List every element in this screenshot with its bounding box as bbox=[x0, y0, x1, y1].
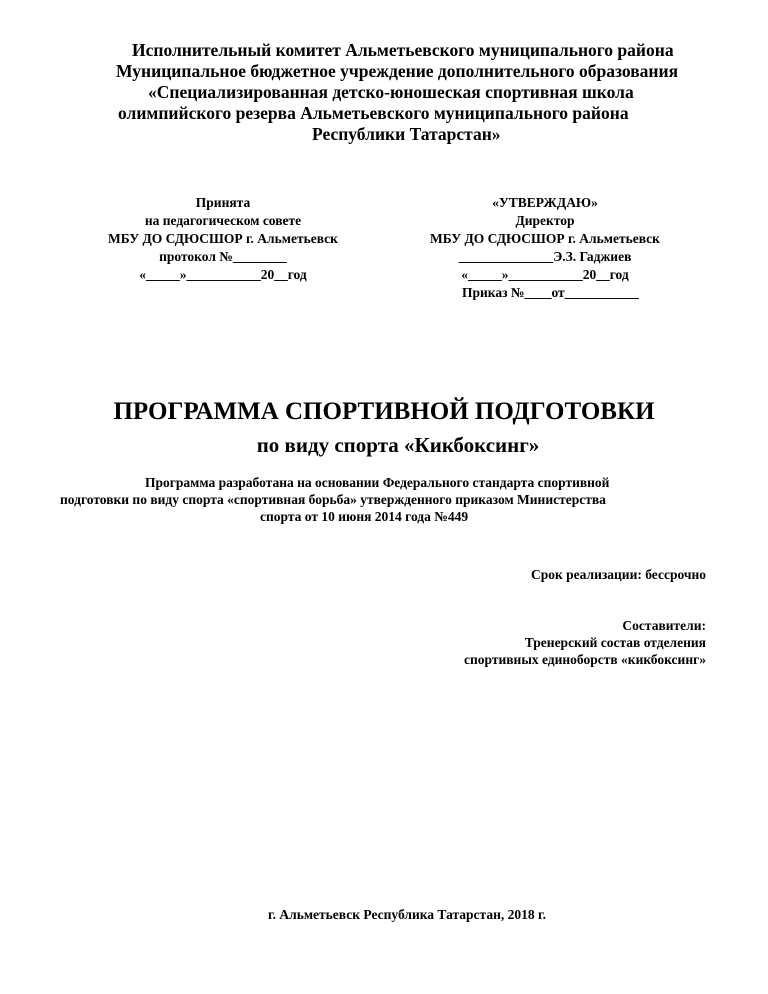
header-line-school-name: «Специализированная детско-юношеская спортивная школа bbox=[148, 82, 634, 102]
document-subtitle: по виду спорта «Кикбоксинг» bbox=[256, 433, 540, 457]
authors-heading: Составители: bbox=[622, 618, 706, 633]
authors-department: спортивных единоборств «кикбоксинг» bbox=[463, 652, 706, 667]
approved-heading: «УТВЕРЖДАЮ» bbox=[492, 195, 598, 210]
document-title: ПРОГРАММА СПОРТИВНОЙ ПОДГОТОВКИ bbox=[113, 398, 655, 425]
approved-block bbox=[400, 194, 690, 302]
approved-position: Директор bbox=[515, 213, 575, 228]
approved-institution: МБУ ДО СДЮСШОР г. Альметьевск bbox=[430, 231, 660, 246]
basis-line-3: спорта от 10 июня 2014 года №449 bbox=[260, 509, 469, 524]
header-line-executive-committee: Исполнительный комитет Альметьевского муниципального района bbox=[132, 40, 674, 60]
header-line-institution: Муниципальное бюджетное учреждение дополнительного образования bbox=[116, 61, 679, 81]
approved-order: Приказ №____от___________ bbox=[462, 285, 639, 300]
header-line-republic: Республики Татарстан» bbox=[312, 124, 501, 144]
approved-date: «_____»___________20__год bbox=[461, 267, 629, 282]
accepted-protocol: протокол №________ bbox=[159, 249, 287, 264]
header-line-olympic-reserve: олимпийского резерва Альметьевского муниципального района bbox=[118, 103, 629, 123]
authors-block bbox=[464, 617, 706, 668]
accepted-heading: Принята bbox=[195, 195, 251, 210]
basis-line-2: подготовки по виду спорта «спортивная борьба» утвержденного приказом Министерства bbox=[60, 492, 606, 507]
accepted-council: на педагогическом совете bbox=[144, 213, 302, 228]
accepted-block bbox=[78, 194, 368, 284]
basis-line-1: Программа разработана на основании Федерального стандарта спортивной bbox=[145, 475, 610, 490]
place-and-year: г. Альметьевск Республика Татарстан, 2018 г. bbox=[268, 907, 546, 922]
authors-staff: Тренерский состав отделения bbox=[524, 635, 706, 650]
implementation-term: Срок реализации: бессрочно bbox=[530, 567, 706, 582]
approved-signature: ______________Э.З. Гаджиев bbox=[458, 249, 632, 264]
accepted-date: «_____»___________20__год bbox=[139, 267, 307, 282]
accepted-institution: МБУ ДО СДЮСШОР г. Альметьевск bbox=[108, 231, 338, 246]
